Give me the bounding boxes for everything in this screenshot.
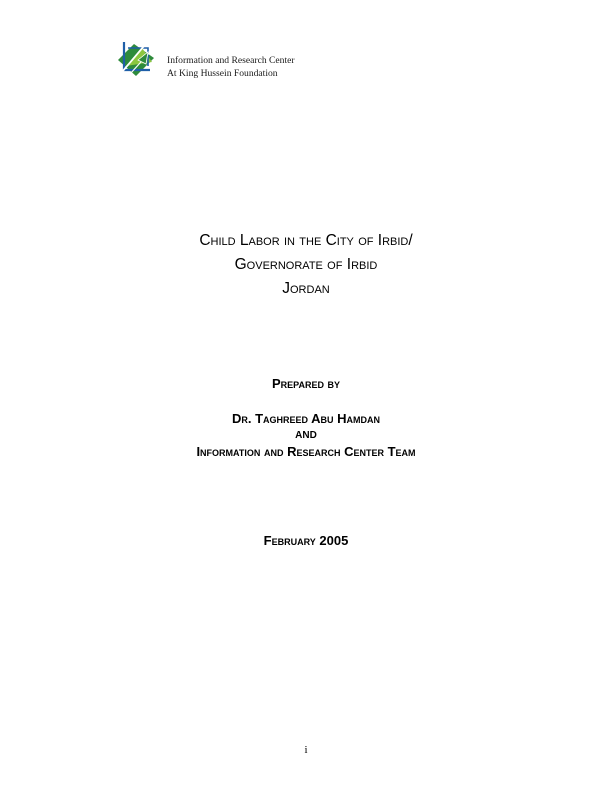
org-name-line1: Information and Research Center (167, 55, 295, 66)
organization-name (167, 55, 295, 80)
publication-date: February 2005 (263, 533, 349, 548)
document-title (0, 229, 612, 301)
author-conjunction: AND (295, 430, 317, 441)
title-line1: Child Labor in the City of Irbid/ (199, 232, 413, 249)
author-block (0, 409, 612, 462)
title-line3: Jordan (282, 280, 330, 297)
page-number: i (304, 744, 308, 756)
org-name-line2: At King Hussein Foundation (167, 67, 278, 79)
title-line2: Governorate of Irbid (234, 256, 378, 273)
author-team: Information and Research Center Team (196, 444, 416, 459)
prepared-by-label: Prepared by (271, 376, 341, 391)
author-name: Dr. Taghreed Abu Hamdan (231, 411, 381, 426)
foundation-logo-icon (114, 40, 158, 80)
